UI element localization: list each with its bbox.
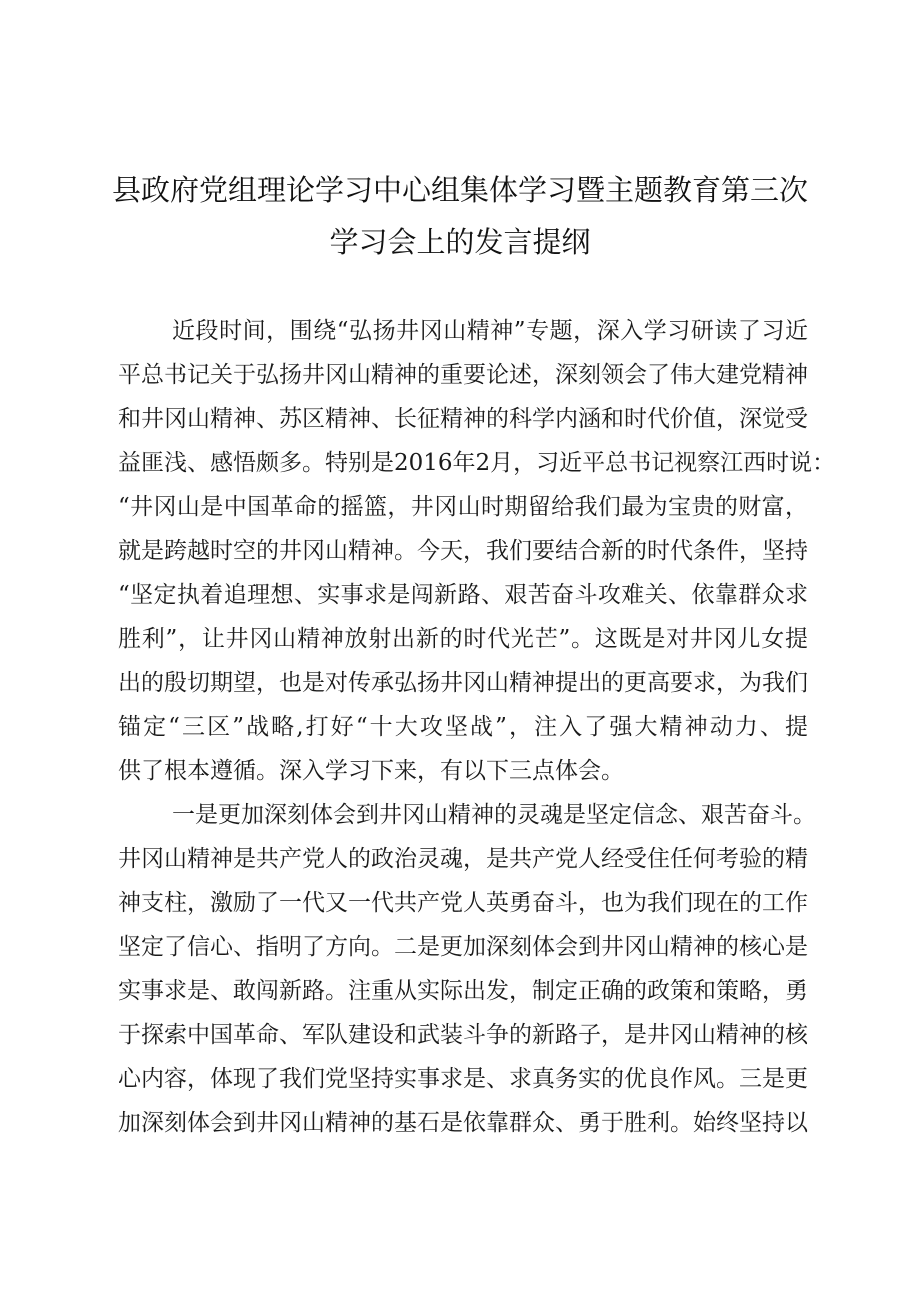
paragraph-2-line-4: 坚定了信心、指明了方向。二是更加深刻体会到井冈山精神的核心是 [118, 934, 808, 960]
paragraph-1-line-8: 胜利”，让井冈山精神放射出新的时代光芒”。这既是对井冈儿女提 [118, 626, 808, 652]
paragraph-1-line-11: 供了根本遵循。深入学习下来，有以下三点体会。 [118, 758, 624, 784]
paragraph-1-line-2: 平总书记关于弘扬井冈山精神的重要论述，深刻领会了伟大建党精神 [118, 362, 808, 388]
paragraph-1-line-4: 益匪浅、感悟颇多。特别是2016年2月，习近平总书记视察江西时说： [118, 450, 836, 476]
paragraph-1-line-9: 出的殷切期望，也是对传承弘扬井冈山精神提出的更高要求，为我们 [118, 670, 808, 696]
paragraph-1-line-5: “井冈山是中国革命的摇篮，井冈山时期留给我们最为宝贵的财富， [118, 494, 808, 520]
paragraph-1-line-6: 就是跨越时空的井冈山精神。今天，我们要结合新的时代条件，坚持 [118, 538, 808, 564]
paragraph-1-line-1: 近段时间，围绕“弘扬井冈山精神”专题，深入学习研读了习近 [172, 318, 808, 344]
document-title-line-1: 县政府党组理论学习中心组集体学习暨主题教育第三次 [111, 173, 808, 207]
paragraph-1-line-10: 锚定“三区”战略,打好“十大攻坚战”，注入了强大精神动力、提 [118, 714, 808, 740]
paragraph-2-line-1: 一是更加深刻体会到井冈山精神的灵魂是坚定信念、艰苦奋斗。 [172, 802, 816, 828]
document-title-line-2: 学习会上的发言提纲 [329, 225, 591, 259]
paragraph-2-line-2: 井冈山精神是共产党人的政治灵魂，是共产党人经受住任何考验的精 [118, 846, 808, 872]
paragraph-1-line-3: 和井冈山精神、苏区精神、长征精神的科学内涵和时代价值，深觉受 [118, 406, 808, 432]
paragraph-2-line-8: 加深刻体会到井冈山精神的基石是依靠群众、勇于胜利。始终坚持以 [118, 1110, 808, 1136]
paragraph-2-line-5: 实事求是、敢闯新路。注重从实际出发，制定正确的政策和策略，勇 [118, 978, 808, 1004]
paragraph-2-line-7: 心内容，体现了我们党坚持实事求是、求真务实的优良作风。三是更 [118, 1066, 808, 1092]
paragraph-1-line-7: “坚定执着追理想、实事求是闯新路、艰苦奋斗攻难关、依靠群众求 [118, 582, 808, 608]
paragraph-2-line-6: 于探索中国革命、军队建设和武装斗争的新路子，是井冈山精神的核 [118, 1022, 808, 1048]
paragraph-2-line-3: 神支柱，激励了一代又一代共产党人英勇奋斗，也为我们现在的工作 [118, 890, 808, 916]
